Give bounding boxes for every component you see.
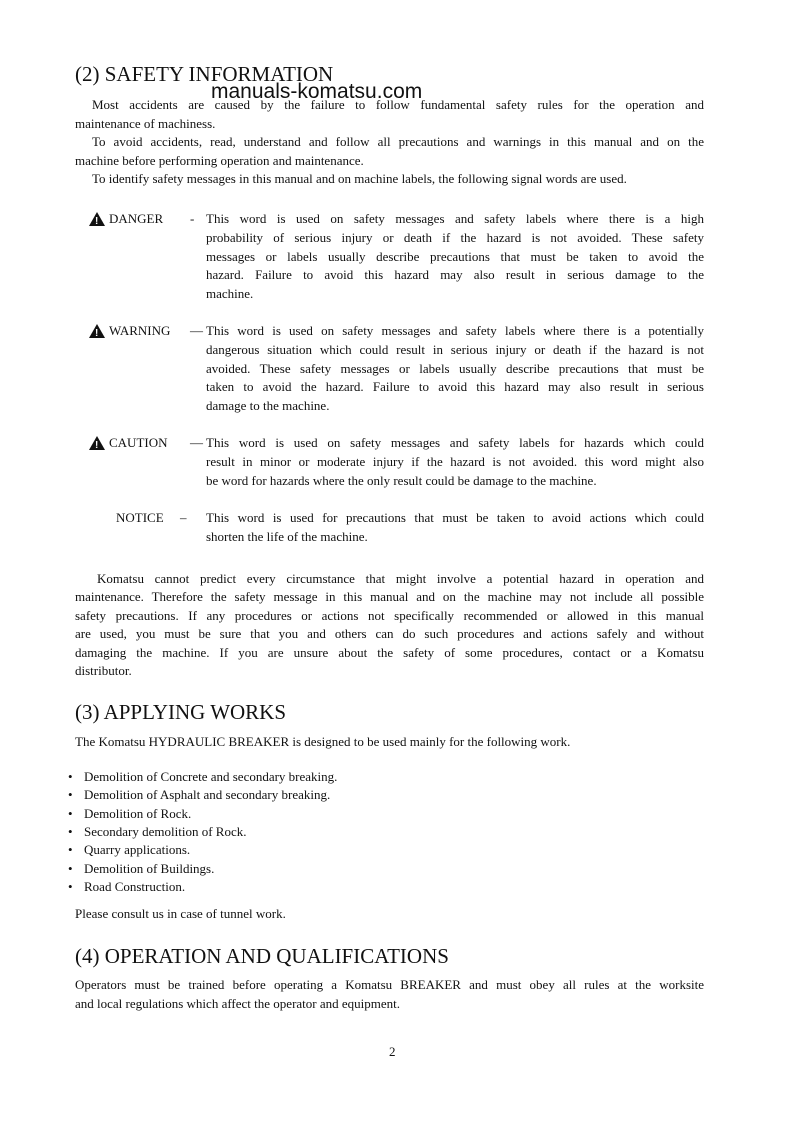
bullet-item: Road Construction.: [84, 878, 186, 894]
closing-line: safety precautions. If any procedures or actions not specifically recommended or allowed in this manual: [75, 607, 704, 623]
section-heading-safety: (2) SAFETY INFORMATION: [75, 62, 334, 86]
closing-line: Komatsu cannot predict every circumstance that might involve a potential hazard in operation and: [97, 571, 704, 586]
operation-line: and local regulations which affect the operator and equipment.: [75, 995, 400, 1011]
signal-description-line: This word is used on safety messages and safety labels where there is a high: [206, 211, 704, 226]
signal-description-line: result in minor or moderate injury if the hazard is not avoided. this word might also: [206, 453, 704, 469]
intro-line: Most accidents are caused by the failure to follow fundamental safety rules for the operation and: [92, 97, 704, 112]
closing-line: maintenance. Therefore the safety message in this manual and on the machine may not include all possible: [75, 589, 704, 605]
signal-description-line: be word for hazards where the only result could be damage to the machine.: [206, 472, 597, 488]
signal-description-line: This word is used on safety messages and safety labels for hazards which could: [206, 435, 704, 450]
bullet-icon: •: [68, 878, 73, 894]
signal-description-line: hazard. Failure to avoid this hazard may also result in serious damage to the: [206, 267, 704, 283]
intro-line: machine before performing operation and maintenance.: [75, 153, 364, 168]
closing-line: damaging the machine. If you are unsure about the safety of some procedures, contact or a Komatsu: [75, 644, 704, 660]
intro-line: maintenance of machiness.: [75, 116, 216, 131]
bullet-icon: •: [68, 842, 73, 858]
intro-line: To identify safety messages in this manual and on machine labels, the following signal words are used.: [92, 171, 627, 186]
signal-dash: -: [190, 211, 195, 226]
watermark: manuals-komatsu.com: [211, 80, 423, 103]
signal-dash: –: [180, 510, 187, 525]
signal-description-line: machine.: [206, 286, 254, 302]
warning-triangle-icon: [89, 212, 105, 226]
signal-word-notice: [116, 510, 164, 526]
signal-word-warning: [89, 323, 170, 339]
bullet-item: Demolition of Rock.: [84, 805, 192, 821]
warning-triangle-icon: [89, 436, 105, 450]
bullet-item: Quarry applications.: [84, 842, 191, 858]
signal-description-line: dangerous situation which could result in serious injury or death if the hazard is not: [206, 341, 704, 357]
signal-description-line: messages or labels usually describe precautions that must be taken to avoid the: [206, 248, 704, 264]
signal-description-line: taken to avoid the hazard. Failure to avoid this hazard may also result in serious: [206, 379, 704, 395]
operation-line: Operators must be trained before operating a Komatsu BREAKER and must obey all rules at the worksite: [75, 977, 704, 992]
applying-intro: The Komatsu HYDRAULIC BREAKER is designed to be used mainly for the following work.: [75, 734, 571, 749]
signal-description-line: avoided. These safety messages or labels usually describe precautions that must be: [206, 360, 704, 376]
bullet-item: Demolition of Asphalt and secondary breaking.: [84, 787, 331, 803]
signal-word-label: NOTICE: [116, 510, 164, 525]
closing-line: are used, you must be sure that you and others can do such procedures and actions safely and without: [75, 626, 704, 642]
signal-word-danger: [89, 211, 163, 227]
section-heading-operation: (4) OPERATION AND QUALIFICATIONS: [75, 944, 449, 968]
signal-description-line: This word is used for precautions that must be taken to avoid actions which could: [206, 510, 704, 525]
signal-dash: —: [190, 435, 203, 450]
bullet-icon: •: [68, 860, 73, 876]
bullet-item: Secondary demolition of Rock.: [84, 823, 247, 839]
bullet-icon: •: [68, 769, 73, 784]
signal-description-line: shorten the life of the machine.: [206, 528, 368, 544]
bullet-icon: •: [68, 805, 73, 821]
signal-description-line: This word is used on safety messages and safety labels where there is a potentially: [206, 323, 704, 338]
bullet-icon: •: [68, 787, 73, 803]
signal-word-label: WARNING: [109, 323, 171, 338]
bullet-item: Demolition of Buildings.: [84, 860, 215, 876]
section-heading-applying: (3) APPLYING WORKS: [75, 700, 287, 724]
signal-word-label: DANGER: [109, 211, 164, 226]
bullet-item: Demolition of Concrete and secondary breaking.: [84, 769, 338, 784]
signal-dash: —: [190, 323, 203, 338]
intro-line: To avoid accidents, read, understand and follow all precautions and warnings in this manual and on the: [92, 134, 704, 149]
closing-line: distributor.: [75, 663, 132, 678]
applying-note: Please consult us in case of tunnel work.: [75, 906, 286, 921]
bullet-icon: •: [68, 823, 73, 839]
signal-description-line: probability of serious injury or death if the hazard is not avoided. These safety: [206, 229, 704, 245]
signal-description-line: damage to the machine.: [206, 398, 330, 414]
warning-triangle-icon: [89, 324, 105, 338]
signal-word-caution: [89, 435, 168, 451]
page-number: 2: [389, 1044, 396, 1059]
signal-word-label: CAUTION: [109, 435, 168, 450]
